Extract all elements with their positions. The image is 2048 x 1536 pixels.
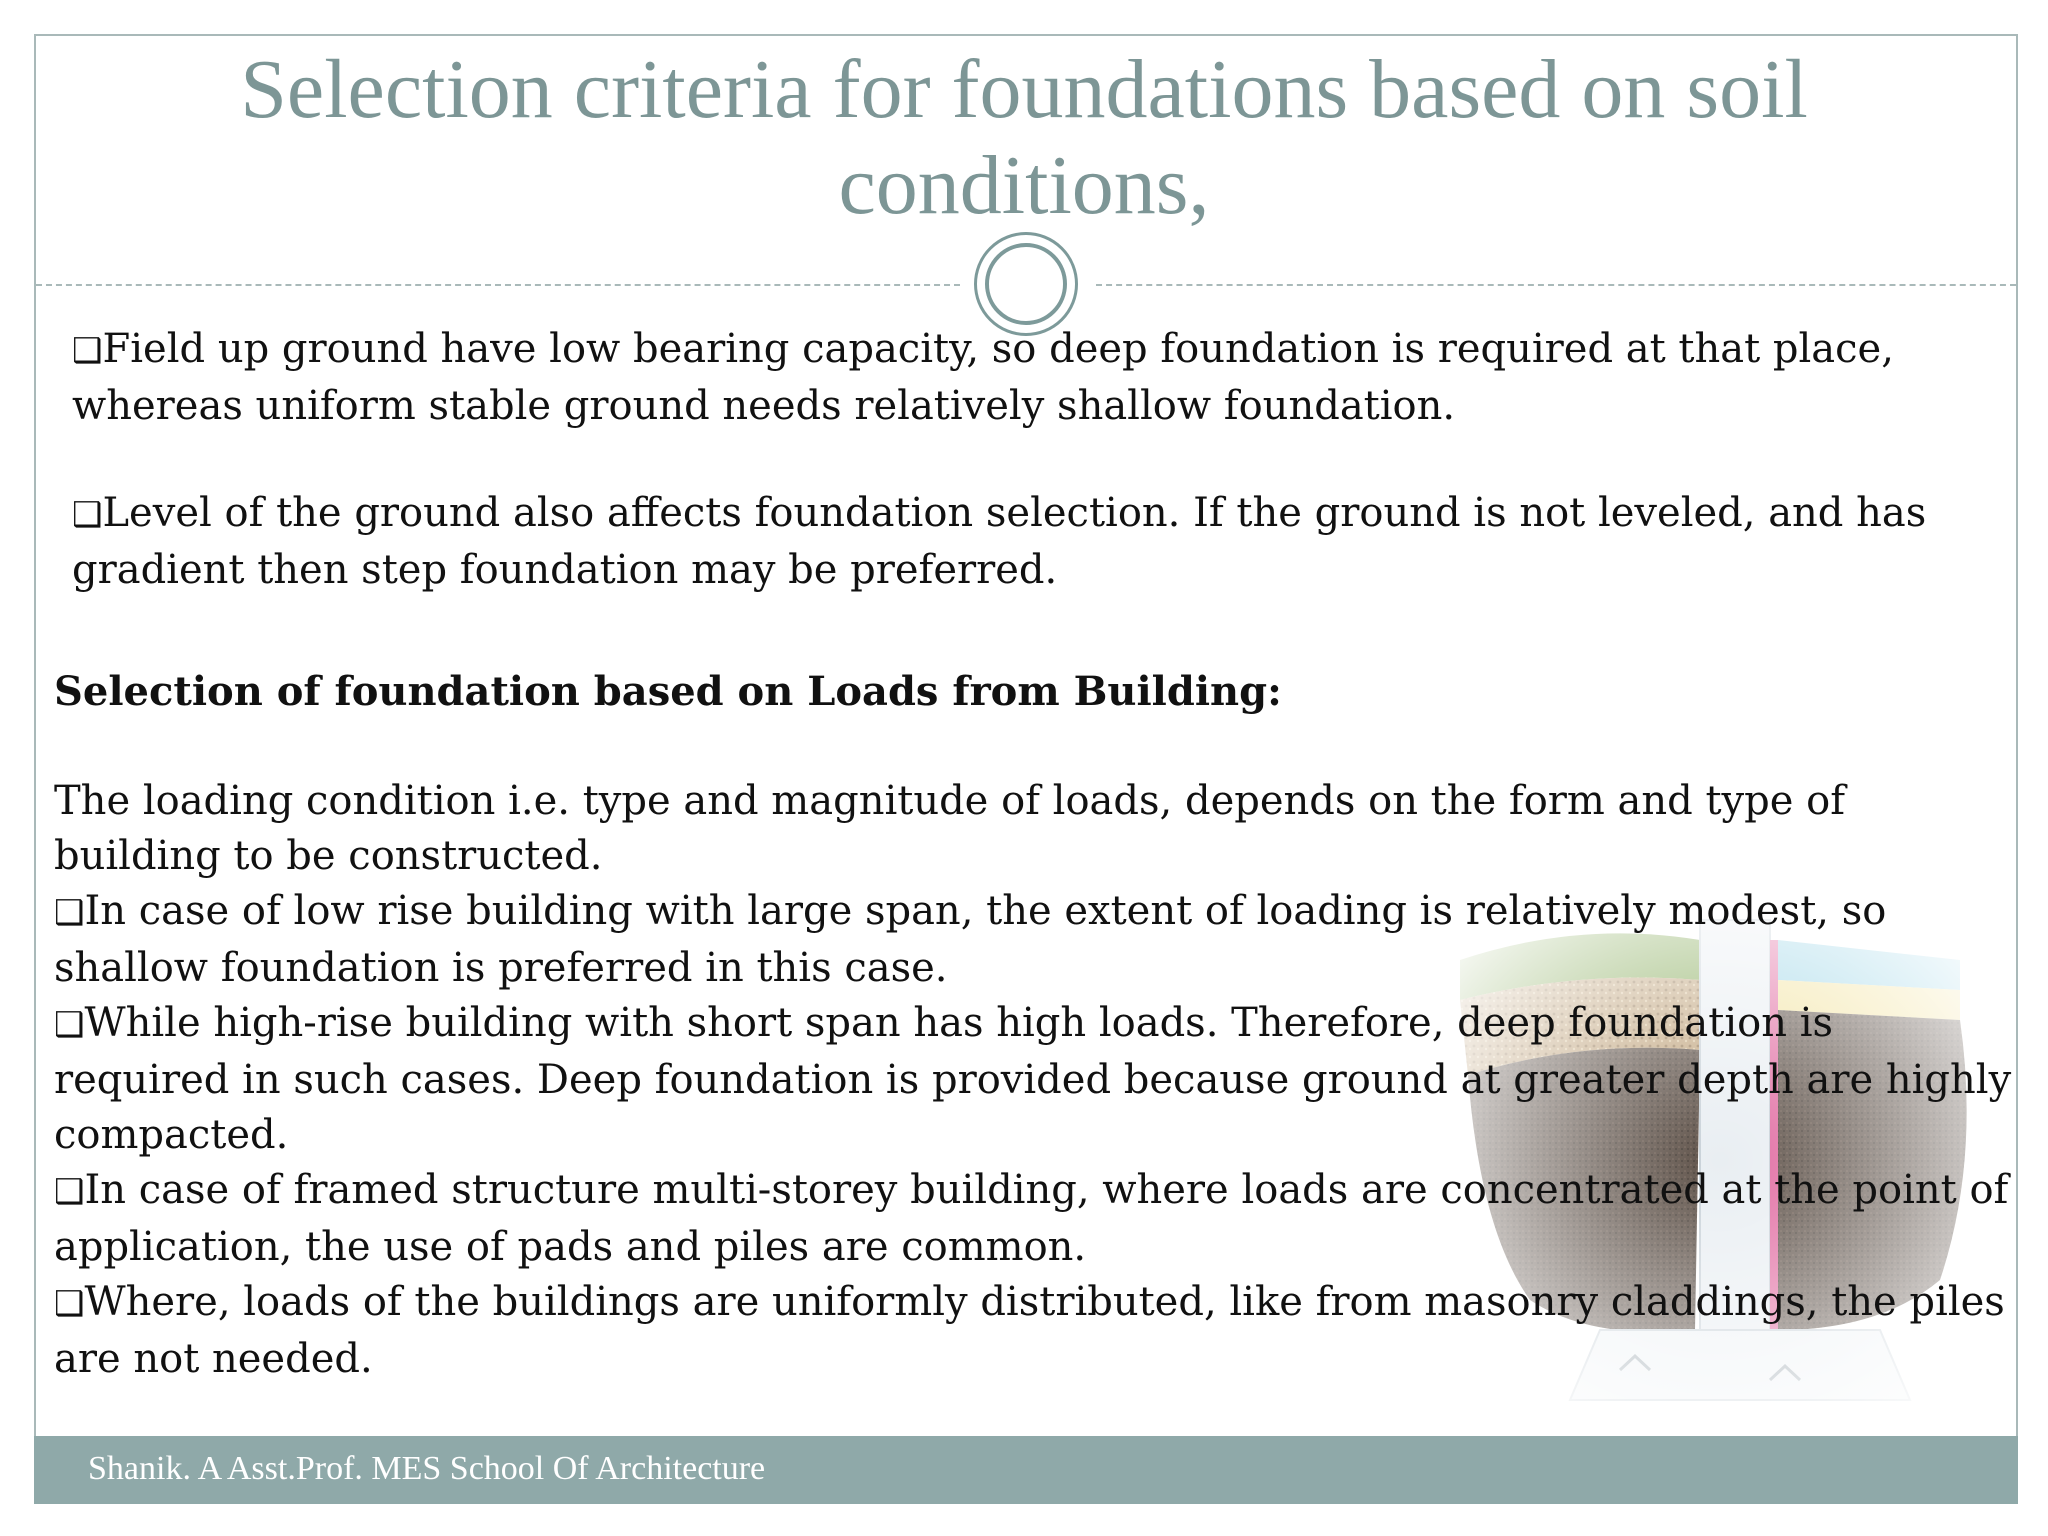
loads-bullet-2 (54, 996, 2014, 1163)
checkbox-bullet-icon: ❑ (72, 495, 103, 535)
soil-bullet-2-text: Level of the ground also affects foundation selection. If the ground is not leveled, and has gradient then step foundation may be preferred. (72, 490, 1927, 593)
soil-bullet-2 (72, 486, 1972, 598)
loads-heading: Selection of foundation based on Loads from Building: (54, 668, 1282, 715)
loads-bullet-1 (54, 884, 2014, 996)
loads-bullet-4-text: Where, loads of the buildings are uniformly distributed, like from masonry claddings, the piles are not needed. (54, 1279, 2005, 1382)
loads-bullet-3 (54, 1163, 2014, 1275)
loads-bullet-3-text: In case of framed structure multi-storey building, where loads are concentrated at the point of application, the use of pads and piles are common. (54, 1167, 2009, 1270)
checkbox-bullet-icon: ❑ (54, 1284, 85, 1324)
checkbox-bullet-icon: ❑ (54, 1005, 85, 1045)
inner-ring (985, 243, 1067, 325)
loads-body (54, 774, 2014, 1387)
soil-bullet-1-text: Field up ground have low bearing capacity, so deep foundation is required at that place, whereas uniform stable ground needs relatively shallow foundation. (72, 326, 1894, 429)
title-divider-right (1096, 284, 2016, 286)
loads-bullet-4 (54, 1275, 2014, 1387)
checkbox-bullet-icon: ❑ (72, 331, 103, 371)
slide-title: Selection criteria for foundations based on soil conditions, (240, 43, 1808, 232)
loads-bullet-1-text: In case of low rise building with large span, the extent of loading is relatively modest, so shallow foundation is preferred in this case. (54, 888, 1887, 991)
title-divider-left (36, 284, 960, 286)
checkbox-bullet-icon: ❑ (54, 893, 85, 933)
footer-bar (34, 1436, 2018, 1504)
loads-bullet-2-text: While high-rise building with short span has high loads. Therefore, deep foundation is required in such cases. Deep foundation is provided because ground at greater depth are highly compacted. (54, 1000, 2012, 1158)
soil-bullet-1 (72, 322, 1972, 434)
double-ring-icon (974, 232, 1078, 336)
checkbox-bullet-icon: ❑ (54, 1172, 85, 1212)
loads-intro: The loading condition i.e. type and magnitude of loads, depends on the form and type of building to be constructed. (54, 778, 1846, 879)
footer-credit: Shanik. A Asst.Prof. MES School Of Architecture (88, 1450, 766, 1487)
